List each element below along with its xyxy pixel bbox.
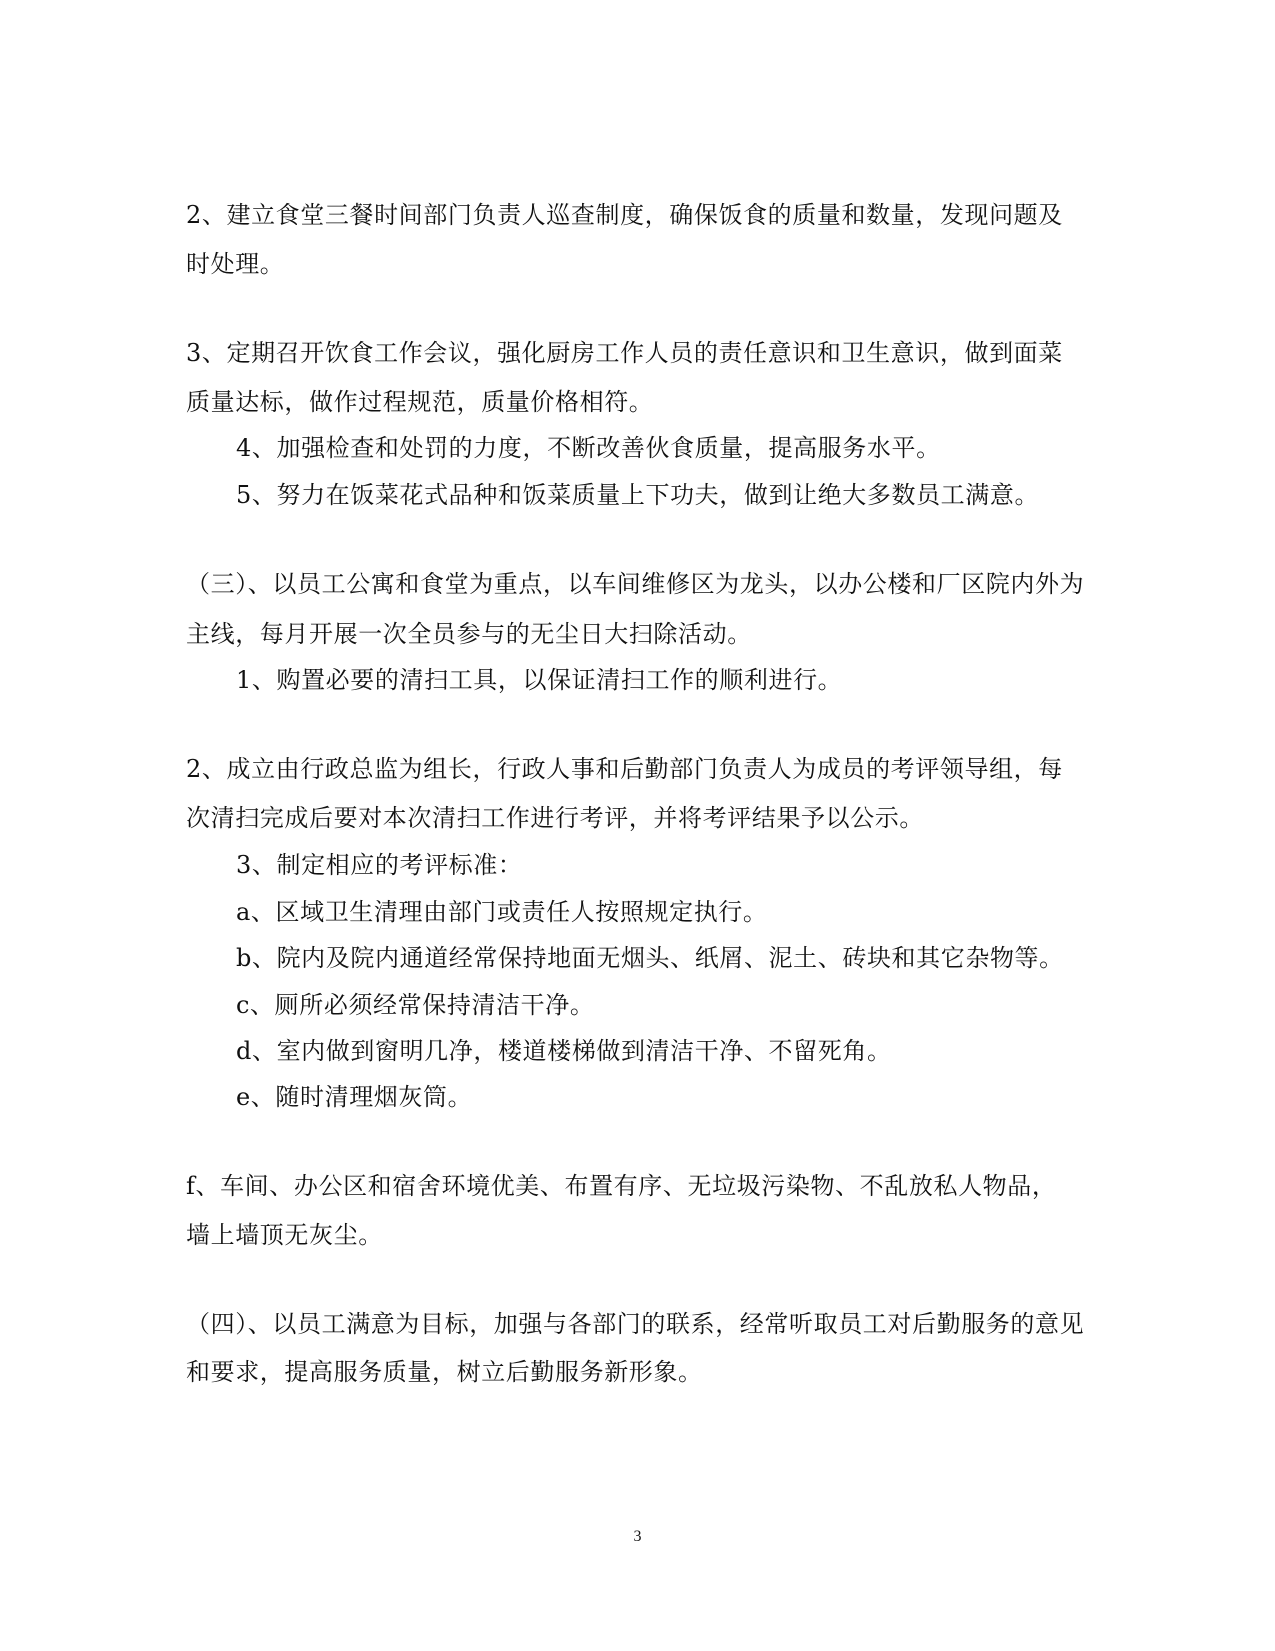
paragraph-line: 2、成立由行政总监为组长，行政人事和后勤部门负责人为成员的考评领导组，每 — [186, 755, 1063, 783]
page-number: 3 — [633, 1528, 642, 1545]
list-item: d、室内做到窗明几净，楼道楼梯做到清洁干净、不留死角。 — [236, 1037, 892, 1065]
paragraph-line: 次清扫完成后要对本次清扫工作进行考评，并将考评结果予以公示。 — [186, 804, 924, 832]
section-heading-line: （四）、以员工满意为目标，加强与各部门的联系，经常听取员工对后勤服务的意见 — [186, 1310, 1085, 1338]
list-item: a、区域卫生清理由部门或责任人按照规定执行。 — [236, 898, 768, 926]
paragraph-line: 2、建立食堂三餐时间部门负责人巡查制度，确保饭食的质量和数量，发现问题及 — [186, 201, 1063, 229]
list-item: f、车间、办公区和宿舍环境优美、布置有序、无垃圾污染物、不乱放私人物品， — [186, 1172, 1057, 1200]
paragraph-line: 3、制定相应的考评标准： — [236, 851, 523, 879]
list-item: 墙上墙顶无灰尘。 — [186, 1221, 383, 1249]
paragraph-line: 1、购置必要的清扫工具，以保证清扫工作的顺利进行。 — [236, 666, 843, 694]
paragraph-line: 时处理。 — [186, 250, 285, 278]
section-heading-line: 主线，每月开展一次全员参与的无尘日大扫除活动。 — [186, 620, 752, 648]
list-item: c、厕所必须经常保持清洁干净。 — [236, 991, 595, 1019]
paragraph-line: 3、定期召开饮食工作会议，强化厨房工作人员的责任意识和卫生意识，做到面菜 — [186, 339, 1063, 367]
list-item: e、随时清理烟灰筒。 — [236, 1083, 473, 1111]
paragraph-line: 4、加强检查和处罚的力度，不断改善伙食质量，提高服务水平。 — [236, 434, 941, 462]
list-item: b、院内及院内通道经常保持地面无烟头、纸屑、泥土、砖块和其它杂物等。 — [236, 944, 1064, 972]
section-heading-line: 和要求，提高服务质量，树立后勤服务新形象。 — [186, 1358, 703, 1386]
paragraph-line: 5、努力在饭菜花式品种和饭菜质量上下功夫，做到让绝大多数员工满意。 — [236, 481, 1040, 509]
paragraph-line: 质量达标，做作过程规范，质量价格相符。 — [186, 388, 654, 416]
section-heading-line: （三）、以员工公寓和食堂为重点，以车间维修区为龙头，以办公楼和厂区院内外为 — [186, 570, 1085, 598]
